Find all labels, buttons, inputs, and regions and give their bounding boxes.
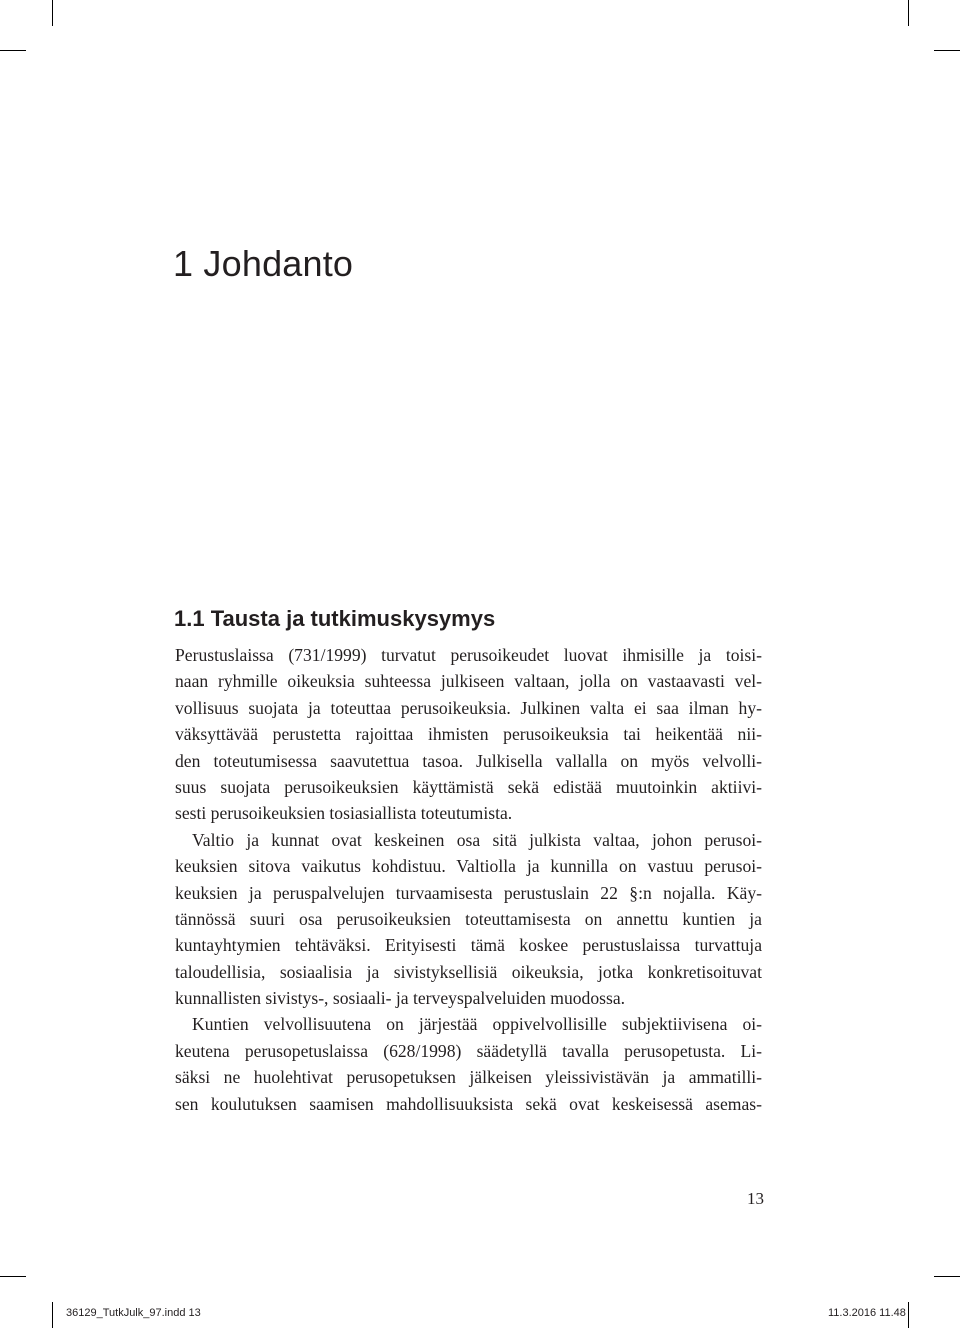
text-line: Kuntien velvollisuutena on järjestää oppivelvollisille subjektiivisena oi- (192, 1014, 762, 1035)
crop-mark (908, 0, 909, 26)
crop-mark (934, 50, 960, 51)
text-line: sesti perusoikeuksien tosiasiallista toteutumista. (175, 803, 513, 824)
crop-mark (52, 0, 53, 26)
text-line: kuntayhtymien tehtäväksi. Erityisesti tämä koskee perustuslaissa turvattuja (175, 935, 762, 956)
text-line: tännössä suuri osa perusoikeuksien toteuttamisesta on annettu kuntien ja (175, 908, 762, 929)
text-line: Perustuslaissa (731/1999) turvatut perusoikeudet luovat ihmisille ja toisi- (175, 645, 762, 665)
crop-mark (0, 1276, 26, 1277)
print-slug-date: 11.3.2016 11.48 (828, 1307, 906, 1319)
text-line: Valtio ja kunnat ovat keskeinen osa sitä julkista valtaa, johon perusoi- (192, 829, 762, 850)
text-line: keutena perusopetuslaissa (628/1998) säädetyllä tavalla perusopetusta. Li- (175, 1040, 762, 1061)
text-line: den toteutumisessa saavutettua tasoa. Julkisella vallalla on myös velvolli- (175, 750, 762, 771)
chapter-title: 1 Johdanto (173, 243, 354, 284)
text-line: väksyttävää perustetta rajoittaa ihmisten perusoikeuksia tai heikentää nii- (175, 724, 762, 745)
text-line: keuksien sitova vaikutus kohdistuu. Valtiolla ja kunnilla on vastuu perusoi- (175, 856, 762, 877)
crop-mark (934, 1276, 960, 1277)
text-line: keuksien ja peruspalvelujen turvaamisesta perustuslain 22 §:n nojalla. Käy- (175, 882, 762, 903)
crop-mark (0, 50, 26, 51)
page-number: 13 (747, 1189, 764, 1208)
text-line: suus suojata perusoikeuksien käyttämistä sekä edistää muutoinkin aktiivi- (175, 776, 762, 797)
section-title: 1.1 Tausta ja tutkimuskysymys (174, 606, 496, 631)
text-line: säksi ne huolehtivat perusopetuksen jälkeisen yleissivistävän ja ammatilli- (175, 1067, 762, 1088)
print-slug-file: 36129_TutkJulk_97.indd 13 (66, 1307, 201, 1319)
text-line: taloudellisia, sosiaalisia ja sivistyksellisiä oikeuksia, jotka konkretisoituvat (175, 961, 762, 982)
text-line: kunnallisten sivistys-, sosiaali- ja terveyspalveluiden muodossa. (175, 988, 626, 1009)
text-line: naan ryhmille oikeuksia suhteessa julkiseen valtaan, jolla on vastaavasti vel- (175, 671, 762, 692)
text-line: sen koulutuksen saamisen mahdollisuuksista sekä ovat keskeisessä asemas- (175, 1093, 762, 1114)
text-line: vollisuus suojata ja toteuttaa perusoikeuksia. Julkinen valta ei saa ilman hy- (175, 697, 762, 718)
body-text (175, 642, 762, 1117)
crop-mark (908, 1302, 909, 1328)
crop-mark (52, 1302, 53, 1328)
